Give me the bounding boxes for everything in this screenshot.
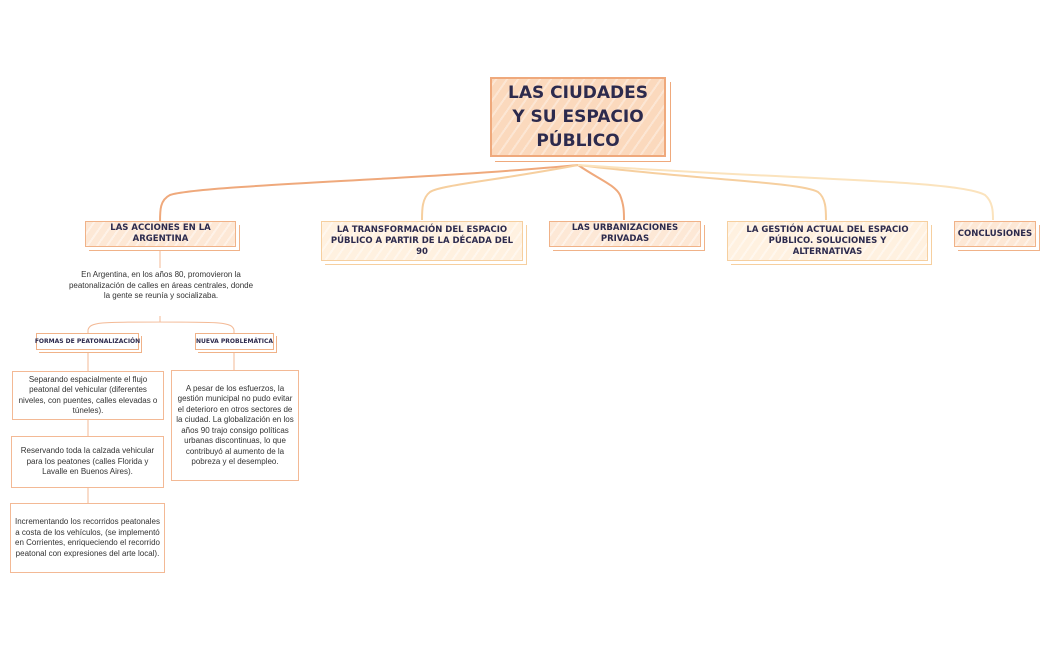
forma-item-3[interactable] — [10, 503, 165, 573]
branch-label: CONCLUSIONES — [957, 228, 1033, 239]
link-root-argentina — [160, 165, 578, 222]
link-root-conclusiones — [578, 165, 993, 220]
branch-label: LAS ACCIONES EN LA ARGENTINA — [110, 223, 211, 244]
branch-gestion[interactable] — [727, 221, 928, 261]
forma-item-2[interactable] — [11, 436, 164, 488]
forma-item-1[interactable] — [12, 371, 164, 420]
branch-urbanizaciones[interactable] — [549, 221, 701, 247]
subtopic-problematica[interactable] — [195, 333, 274, 350]
branch-acciones-argentina[interactable] — [85, 221, 236, 247]
forma-item-text: Reservando toda la calzada vehicular para los peatones (calles Florida y Lavalle en Buenos Aires). — [20, 446, 155, 477]
argentina-intro-text[interactable]: En Argentina, en los años 80, promovieron la peatonalización de calles en áreas centrales, donde la gente se reunía y socializaba. — [68, 270, 254, 300]
branch-label: LAS URBANIZACIONES PRIVADAS — [571, 223, 679, 244]
branch-label: LA GESTIÓN ACTUAL DEL ESPACIO PÚBLICO. SOLUCIONES Y ALTERNATIVAS — [746, 224, 909, 257]
problematica-item[interactable] — [171, 370, 299, 481]
branch-conclusiones[interactable] — [954, 221, 1036, 247]
link-root-urbanizaciones — [578, 165, 624, 220]
branch-transformacion[interactable] — [321, 221, 523, 261]
problematica-text: A pesar de los esfuerzos, la gestión municipal no pudo evitar el deterioro en otros sectores de la ciudad. La globalización en los años 90 trajo consigo políticas urbanas discontinuas, lo que contribuyó al aumento de la pobreza y el desempleo. — [176, 383, 294, 466]
subtopic-formas[interactable] — [36, 333, 139, 350]
branch-label: LA TRANSFORMACIÓN DEL ESPACIO PÚBLICO A PARTIR DE LA DÉCADA DEL 90 — [330, 224, 514, 257]
link-root-transformacion — [422, 165, 578, 220]
forma-item-text: Separando espacialmente el flujo peatonal del vehicular (diferentes niveles, con puentes, calles elevadas o túneles). — [18, 374, 158, 415]
subtopic-label: NUEVA PROBLEMÁTICA — [195, 338, 274, 345]
subtopic-label: FORMAS DE PEATONALIZACIÓN — [34, 338, 141, 345]
link-intro-split — [88, 316, 234, 334]
central-topic[interactable] — [490, 77, 666, 157]
central-topic-label: LAS CIUDADES Y SU ESPACIO PÚBLICO — [508, 83, 648, 151]
forma-item-text: Incrementando los recorridos peatonales a costa de los vehículos, (se implementó en Corrientes, enriqueciendo el recorrido peatonal con expresiones del arte local). — [15, 517, 160, 558]
